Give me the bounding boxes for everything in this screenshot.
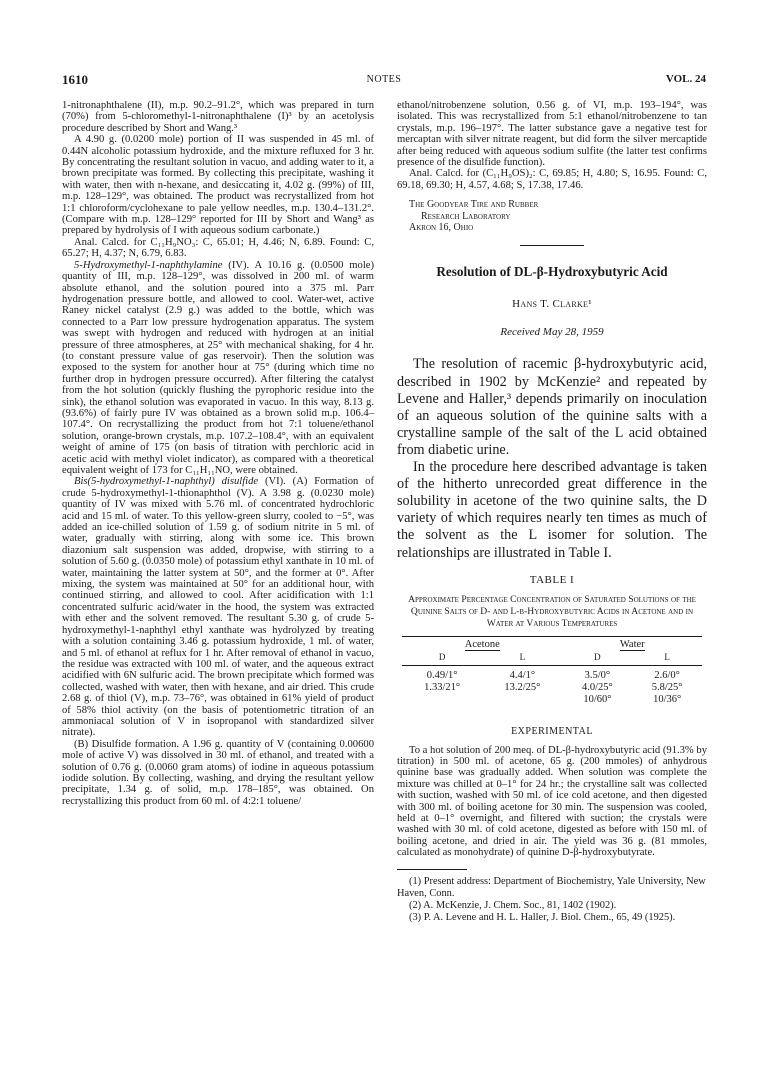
table-cell: 2.6/0° (632, 665, 702, 682)
paragraph: ethanol/nitrobenzene solution, 0.56 g. of VI, m.p. 193–194°, was isolated. This was recrystallized from 5:1 ethanol/nitrobenzene to tan crystals, m.p. 196–197°. The latter substance gave a negative test for mercaptan with silver nitrate reagent, but did form the silver mercaptide after being reduced with aqueous sodium sulfite (the latter test confirms presence of the disulfide function). (397, 100, 707, 169)
body-paragraph: The resolution of racemic β-hydroxybutyric acid, described in 1902 by McKenzie² and repeated by Levene and Haller,³ depends primarily on inoculation of an aqueous solution of the quinine salts with a crystalline sample of the salt of the L acid obtained from diabetic urine. (397, 356, 707, 458)
paragraph (62, 476, 374, 738)
solubility-table (402, 636, 702, 706)
table-cell: 10/36° (653, 693, 682, 705)
experimental-paragraph: To a hot solution of 200 meq. of DL-β-hydroxybutyric acid (91.3% by titration) in 500 ml. of acetone, 65 g. (200 mmoles) of anhydrous quinine base was gradually added. When solution was complete the mixture was chilled at 0–1° for 24 hr.; the crystalline salt was collected with suction, washed with 50 ml. of ice cold acetone, and then digested with 300 ml. of boiling acetone for 30 min. The suspension was cooled, held at 0–1° overnight, and filtered with suction; the crystals were washed with 30 ml. of cold acetone, digested as before with 150 ml. of boiling acetone, and dried in air. The yield was 36 g. (81 mmoles, calculated as monohydrate) of quinine D-β-hydroxybutyrate. (397, 744, 707, 859)
paragraph: A 4.90 g. (0.0200 mole) portion of II was suspended in 45 ml. of 0.44N alcoholic potassium hydroxide, and the mixture refluxed for 3 hr. By concentrating the resultant solution in vacuo, and adding water to it, a brown precipitate was formed. By collecting this precipitate, washing it with water, then with n-hexane, and desiccating it, 4.02 g. (99%) of III, m.p. 128–129°, was obtained. The product was recrystallized from hot 1:1 chloroform/cyclohexane to pale yellow needles, m.p. 130.4–131.2°. (Compare with m.p. 128–129° reported for III by Short and Wang³ as prepared by hydrolysis of I with aqueous sodium carbonate.) (62, 134, 374, 237)
table-group-header (402, 636, 702, 651)
table-header-cell: L (519, 651, 526, 662)
table-cell: 10/60° (583, 693, 612, 705)
table-cell (402, 694, 482, 706)
table-cell: 0.49/1° (402, 665, 482, 682)
table-sub-header (402, 651, 702, 666)
table-header-cell: D (438, 651, 446, 662)
affiliation (409, 199, 707, 233)
table-cell: 4.4/1° (482, 665, 562, 682)
table-header-cell: L (664, 651, 670, 662)
footnote: (2) A. McKenzie, J. Chem. Soc., 81, 1402 (1902). (409, 899, 617, 911)
compound-heading: Bis(5-hydroxymethyl-1-naphthyl) disulfide (74, 476, 259, 488)
compound-heading: 5-Hydroxymethyl-1-naphthylamine (74, 259, 223, 271)
table-group-header-cell: Water (563, 636, 702, 651)
table-title: TABLE I (529, 573, 575, 586)
table-caption: Approximate Percentage Concentration of Saturated Solutions of the Quinine Salts of D- and L-β-Hydroxybutyric Acids in Acetone and in Water at Various Temperatures (408, 593, 696, 629)
paragraph (62, 260, 374, 477)
section-heading: EXPERIMENTAL (511, 725, 593, 737)
table-cell (482, 694, 562, 706)
author: Hans T. Clarke¹ (512, 298, 592, 311)
table-cell: 3.5/0° (563, 665, 633, 682)
paragraph: (B) Disulfide formation. A 1.96 g. quantity of V (containing 0.00600 mole of active V) was dissolved in 30 ml. of ethanol, and treated with a solution of 0.76 g. (0.0060 gram atoms) of iodine in aqueous potassium iodide solution. By collecting, washing, and drying the resultant yellow precipitate, 1.34 g. of solid, m.p. 178–185°, was obtained. On recrystallizing this product from 60 ml. of 4:2:1 toluene/ (62, 738, 374, 807)
page-number: 1610 (62, 72, 88, 87)
table-row (402, 682, 702, 694)
table-cell: 1.33/21° (424, 681, 461, 693)
paragraph: 1-nitronaphthalene (II), m.p. 90.2–91.2°, which was prepared in turn (70%) from 5-chloromethyl-1-nitronaphthalene (I)³ by an acetolysis procedure described by Short and Wang.³ (62, 100, 374, 134)
body-paragraph: In the procedure here described advantage is taken of the hitherto unrecorded great difference in the solubility in acetone of the two quinine salts, the D variety of which requires nearly ten times as much of the solvent as the L isomer for solution. The relationships are illustrated in Table I. (397, 459, 707, 561)
footnote: (3) P. A. Levene and H. L. Haller, J. Biol. Chem., 65, 49 (1925). (409, 911, 676, 923)
affiliation-line: Research Laboratory (421, 210, 511, 222)
analysis-paragraph: Anal. Calcd. for (C₁₁H₉OS)₂: C, 69.85; H, 4.80; S, 16.95. Found: C, 69.18, 69.30; H, 4.57, 4.68; S, 17.38, 17.46. (397, 168, 707, 191)
right-column (397, 100, 707, 924)
table-row (402, 665, 702, 682)
table-cell: 5.8/25° (651, 681, 683, 693)
paragraph-text: (VI). (A) Formation of crude 5-hydroxymethyl-1-thionaphthol (V). A 3.98 g. (0.0230 mole) quantity of IV was mixed with 5.76 ml. of concentrated hydrochloric acid and 15 ml. of water. To this yellow-green slurry, cooled to −5°, was added an ice-chilled solution of 1.59 g. of sodium nitrite in 5 ml. of water, gradually with stirring, along with some ice. This brown diazonium salt suspension was added, dropwise, with stirring to a solution of 5.60 g. (0.0350 mole) of potassium ethyl xanthate in 10 ml. of water, maintaining the latter system at 50°, and the former at 0°. After mixing, the system was maintained at 50° for an additional hour, with continued stirring, and allowed to cool. After acidification with 1:1 concentrated sulfuric acid/water in the hood, the system was extracted with ether and the solvent removed. The resultant 5.30 g. of crude 5-hydroxymethyl-1-naphthyl ethyl xanthate was hydrolyzed by treating with a solution containing 3.46 g. potassium hydroxide, 1 ml. of water, and 5 ml. of ethanol at reflux for 1 hr. After removal of ethanol in vacuo, the residue was extracted with 100 ml. of water, and the aqueous extract acidified with 6N sulfuric acid. The brown precipitate which formed was collected, washed with water, then with hexane, and air dried. This crude 2.68 g. of thiol (V), m.p. 73–76°, was obtained in 61% yield of product of 58% thiol activity (on the basis of potentiometric titration of an ammoniacal solution of V in isopropanol with standardized silver nitrate). (62, 476, 374, 739)
affiliation-line: The Goodyear Tire and Rubber (409, 199, 539, 211)
left-column (62, 100, 374, 807)
received-date: Received May 28, 1959 (500, 326, 604, 339)
footnote-divider (397, 869, 467, 870)
paragraph-text: (IV). A 10.16 g. (0.0500 mole) quantity of III, m.p. 128–129°, was dissolved in 200 ml. of warm absolute ethanol, and the solution poured into a 375 ml. Parr hydrogenation pressure bottle, and allowed to cool. Water-wet, active Raney nickel catalyst (2.9 g.) was added to the bottle, which was connected to a Parr low pressure hydrogenation apparatus. The system was swept with hydrogen and reduced with hydrogen at an initial pressure of three atmospheres, at 25° with mechanical shaking, for 4 hr. (to constant pressure value of gas reservoir). Then the solution was exposed to the system for another hour at 75° (during which time no further drop in hydrogen pressure occurred). After filtering the catalyst from the hot solution (quickly flushing the pyrophoric residue into the sink), the ethanol solution was evaporated in vacuo. In this way, 8.13 g. (93.6%) of fairly pure IV was obtained as a brown solid m.p. 106.4–107.4°. On recrystallizing the product from hot 7:1 toluene/ethanol solution, orange-brown crystals, m.p. 107.2–108.4°, with an equivalent weight of amine of 175 (on basis of titration with perchloric acid in acetic acid with methyl violet indicator), as compared with a theoretical equivalent weight of 173 for C₁₁H₁₁NO, were obtained. (62, 259, 374, 476)
table-cell: 13.2/25° (504, 681, 541, 693)
volume-label: VOL. 24 (665, 73, 706, 85)
affiliation-line: Akron 16, Ohio (409, 222, 474, 234)
table-row (402, 694, 702, 706)
table-cell: 4.0/25° (582, 681, 613, 693)
table-header-cell: D (594, 651, 601, 662)
section-title: NOTES (366, 74, 402, 85)
footnote: (1) Present address: Department of Biochemistry, Yale University, New Haven, Conn. (397, 875, 706, 899)
running-header (62, 72, 706, 92)
table-group-header-cell: Acetone (402, 636, 563, 651)
divider (520, 245, 584, 246)
analysis-paragraph: Anal. Calcd. for C₁₁H₉NO₃: C, 65.01; H, 4.46; N, 6.89. Found: C, 65.27; H, 4.37; N, 6.79, 6.83. (62, 236, 374, 260)
article-title: Resolution of DL-β-Hydroxybutyric Acid (436, 264, 668, 280)
